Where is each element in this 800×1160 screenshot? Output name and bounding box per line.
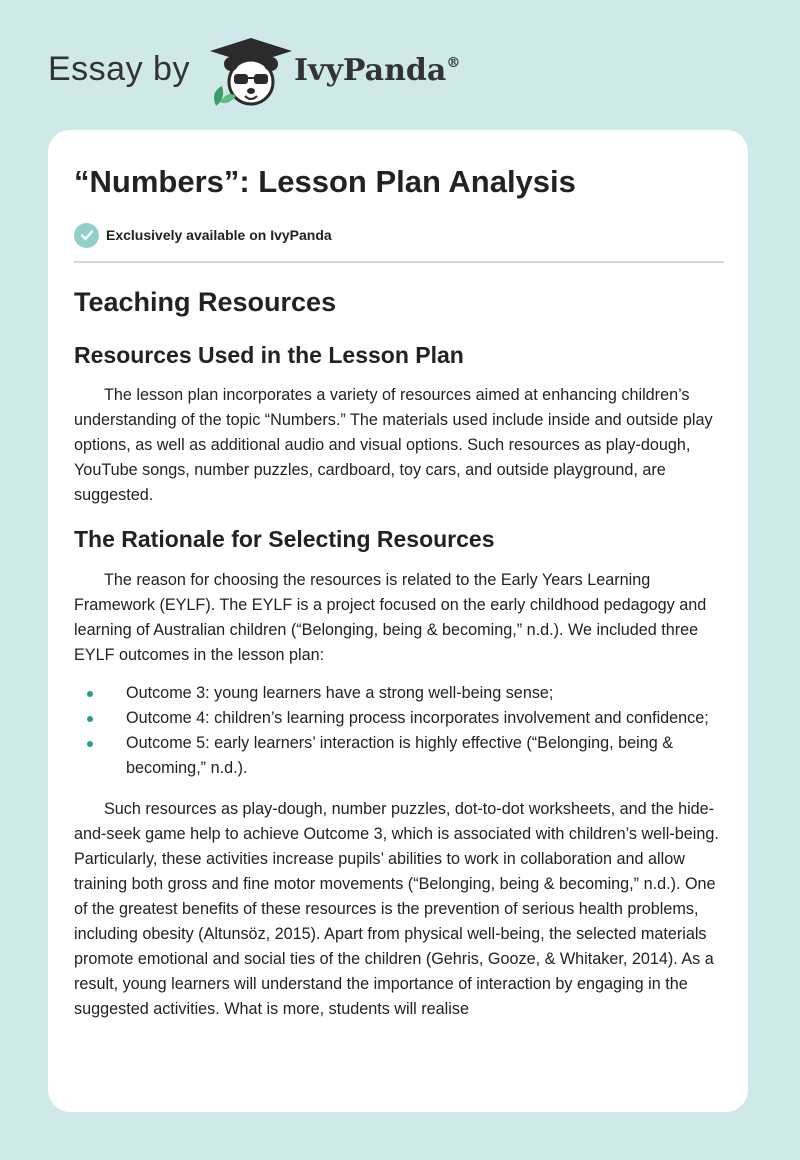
list-item: Outcome 4: children’s learning process incorporates involvement and confidence; <box>74 706 724 731</box>
article-body <box>74 280 724 1022</box>
bullet-icon <box>87 716 93 722</box>
site-header <box>48 36 548 112</box>
availability-badge <box>74 222 332 248</box>
list-item: Outcome 3: young learners have a strong well-being sense; <box>74 681 724 706</box>
bullet-icon <box>87 691 93 697</box>
section-heading: Teaching Resources <box>74 287 337 317</box>
subsection-heading-resources-used: Resources Used in the Lesson Plan <box>74 342 464 368</box>
paragraph: The lesson plan incorporates a variety of resources aimed at enhancing children’s understanding of the topic “Numbers.” The materials used include inside and outside play options, as well as additional audio and visual options. Such resources as play-dough, YouTube songs, number puzzles, cardboard, toy cars, and outside playground, are suggested. <box>74 386 713 504</box>
brand-name: IvyPanda® <box>294 53 461 88</box>
list-item: Outcome 5: early learners’ interaction is highly effective (“Belonging, being & becoming,” n.d.). <box>74 731 724 781</box>
subsection-heading-rationale: The Rationale for Selecting Resources <box>74 526 495 552</box>
bullet-icon <box>87 741 93 747</box>
availability-text: Exclusively available on IvyPanda <box>106 227 332 243</box>
panda-graduate-logo-icon[interactable] <box>206 36 296 108</box>
brand-prefix: Essay by <box>48 50 190 88</box>
page-title: “Numbers”: Lesson Plan Analysis <box>74 164 576 199</box>
divider <box>74 261 724 263</box>
outcomes-list <box>74 681 724 781</box>
paragraph: Such resources as play-dough, number puzzles, dot-to-dot worksheets, and the hide-and-seek game help to achieve Outcome 3, which is associated with children’s well-being. Particularly, these activities increase pupils’ abilities to work in collaboration and allow training both gross and fine motor movements (“Belonging, being & becoming,” n.d.). One of the greatest benefits of these resources is the prevention of serious health problems, including obesity (Altunsöz, 2015). Apart from physical well-being, the selected materials promote emotional and social ties of the children (Gehris, Gooze, & Whitaker, 2014). As a result, young learners will understand the importance of interaction by engaging in the suggested activities. What is more, students will realise <box>74 800 719 1018</box>
article-card <box>48 130 748 1112</box>
registered-mark: ® <box>446 55 461 71</box>
checkmark-icon <box>74 223 99 248</box>
paragraph: The reason for choosing the resources is related to the Early Years Learning Framework (EYLF). The EYLF is a project focused on the early childhood pedagogy and learning of Australian children (“Belonging, being & becoming,” n.d.). We included three EYLF outcomes in the lesson plan: <box>74 571 707 664</box>
